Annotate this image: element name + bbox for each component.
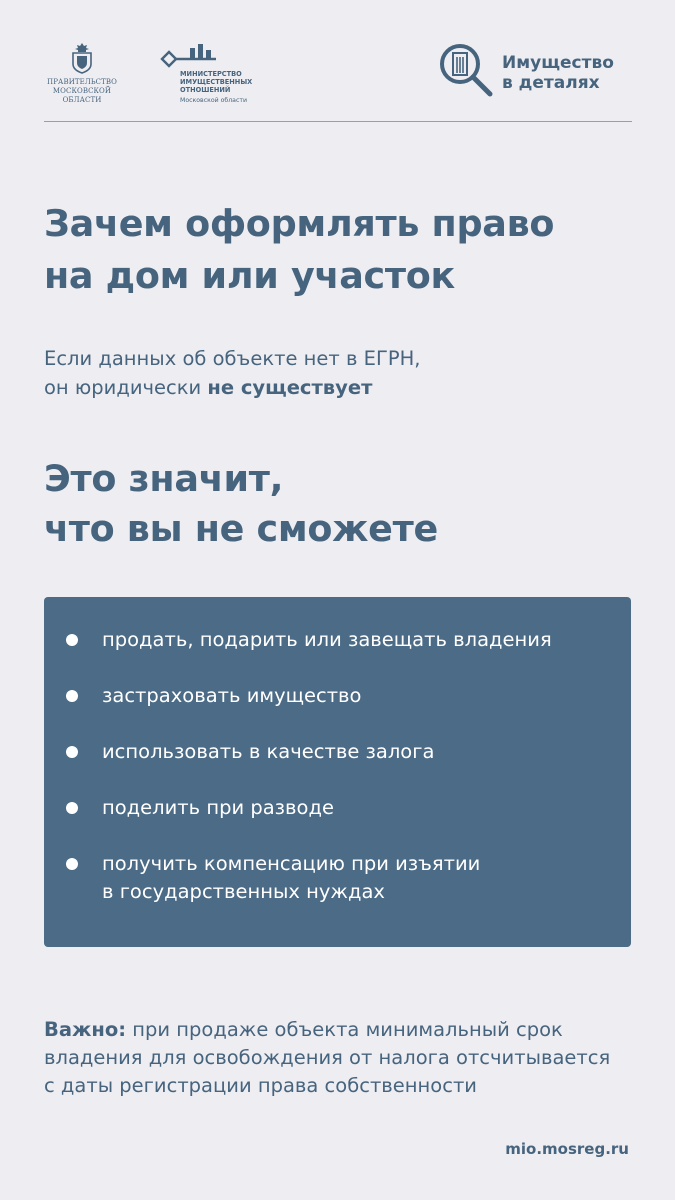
magnifier-building-icon	[436, 40, 496, 100]
list-item-text: получить компенсацию при изъятии в государственных нуждах	[102, 852, 481, 903]
header	[44, 36, 632, 122]
note-label: Важно:	[44, 1018, 127, 1041]
section-heading	[44, 454, 644, 554]
page-title	[44, 198, 644, 302]
lead-plain: он юридически	[44, 376, 208, 399]
website-link[interactable]: mio.mosreg.ru	[505, 1140, 629, 1158]
restrictions-box	[44, 597, 631, 947]
government-logo	[44, 42, 120, 105]
brand-logo	[436, 40, 632, 100]
key-house-icon	[160, 42, 220, 68]
lead-text	[44, 344, 604, 402]
ministry-name: МИНИСТЕРСТВО ИМУЩЕСТВЕННЫХ ОТНОШЕНИЙ	[180, 70, 253, 94]
bullet-icon	[66, 690, 78, 702]
list-item-text: застраховать имущество	[102, 684, 362, 707]
bullet-icon	[66, 802, 78, 814]
title-line: на дом или участок	[44, 254, 455, 297]
list-item-text: поделить при разводе	[102, 796, 334, 819]
list-item-text: продать, подарить или завещать владения	[102, 628, 552, 651]
heading-line: что вы не сможете	[44, 507, 438, 550]
list-item	[66, 626, 616, 654]
heading-line: Это значит,	[44, 457, 284, 500]
brand-name: Имущество в деталях	[502, 53, 614, 93]
important-note	[44, 1016, 624, 1100]
bullet-icon	[66, 746, 78, 758]
coat-of-arms-icon	[69, 42, 95, 74]
ministry-region: Московской области	[180, 97, 247, 104]
list-item-text: использовать в качестве залога	[102, 740, 435, 763]
title-line: Зачем оформлять право	[44, 202, 555, 245]
bullet-icon	[66, 634, 78, 646]
note-text: при продаже объекта минимальный срок владения для освобождения от налога отсчитывается с даты регистрации права собственности	[44, 1018, 611, 1097]
lead-emphasis: не существует	[207, 376, 373, 399]
restrictions-list	[66, 626, 616, 934]
bullet-icon	[66, 858, 78, 870]
list-item	[66, 794, 616, 822]
lead-line: Если данных об объекте нет в ЕГРН,	[44, 347, 421, 370]
lead-line	[44, 373, 604, 402]
list-item	[66, 850, 616, 906]
list-item	[66, 682, 616, 710]
government-name: ПРАВИТЕЛЬСТВО МОСКОВСКОЙ ОБЛАСТИ	[47, 78, 117, 104]
list-item	[66, 738, 616, 766]
